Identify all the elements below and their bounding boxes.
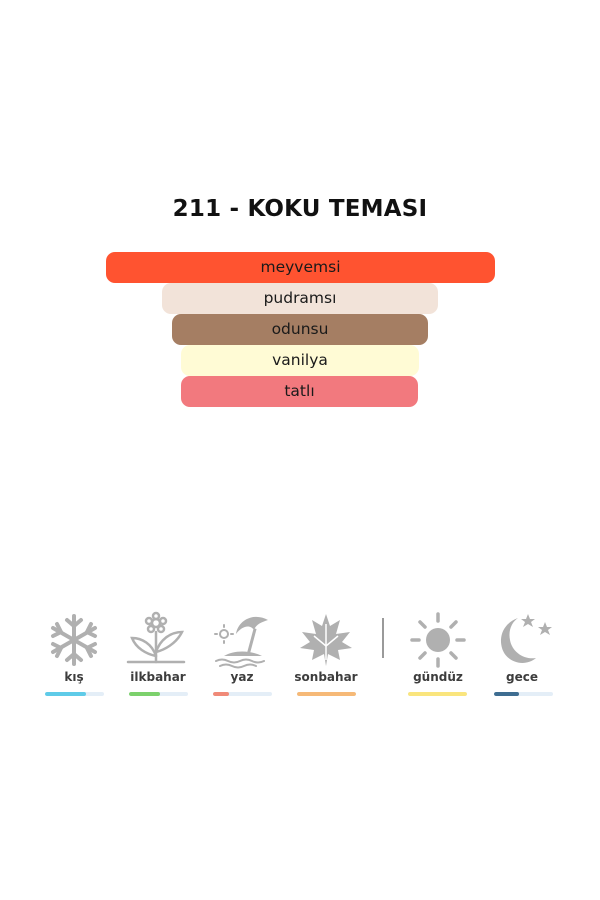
note-bar-tatli: tatlı xyxy=(181,376,418,407)
usage-level-fill xyxy=(408,692,467,696)
usage-level-fill xyxy=(494,692,519,696)
divider xyxy=(382,618,384,658)
moon-stars-icon xyxy=(492,610,556,670)
usage-label-gece: gece xyxy=(506,670,538,684)
beach-umbrella-icon xyxy=(210,610,274,670)
usage-level-bar-gece xyxy=(494,692,553,696)
maple-leaf-icon xyxy=(294,610,358,670)
usage-label-ilkbahar: ilkbahar xyxy=(130,670,186,684)
note-bar-vanilya: vanilya xyxy=(181,345,419,376)
note-bar-meyvemsi: meyvemsi xyxy=(106,252,495,283)
page-title: 211 - KOKU TEMASI xyxy=(172,196,428,222)
usage-level-fill xyxy=(297,692,356,696)
flower-sprout-icon xyxy=(124,610,188,670)
usage-level-bar-yaz xyxy=(213,692,272,696)
usage-level-fill xyxy=(45,692,86,696)
usage-level-fill xyxy=(213,692,229,696)
note-bar-pudramsi: pudramsı xyxy=(162,283,438,314)
usage-label-gunduz: gündüz xyxy=(413,670,463,684)
sun-icon xyxy=(406,610,470,670)
usage-level-bar-sonbahar xyxy=(297,692,356,696)
usage-level-bar-kis xyxy=(45,692,104,696)
usage-label-yaz: yaz xyxy=(230,670,254,684)
snowflake-icon xyxy=(42,610,106,670)
usage-level-bar-ilkbahar xyxy=(129,692,188,696)
usage-level-bar-gunduz xyxy=(408,692,467,696)
usage-level-fill xyxy=(129,692,160,696)
usage-label-sonbahar: sonbahar xyxy=(294,670,358,684)
note-bar-odunsu: odunsu xyxy=(172,314,428,345)
usage-label-kis: kış xyxy=(64,670,84,684)
